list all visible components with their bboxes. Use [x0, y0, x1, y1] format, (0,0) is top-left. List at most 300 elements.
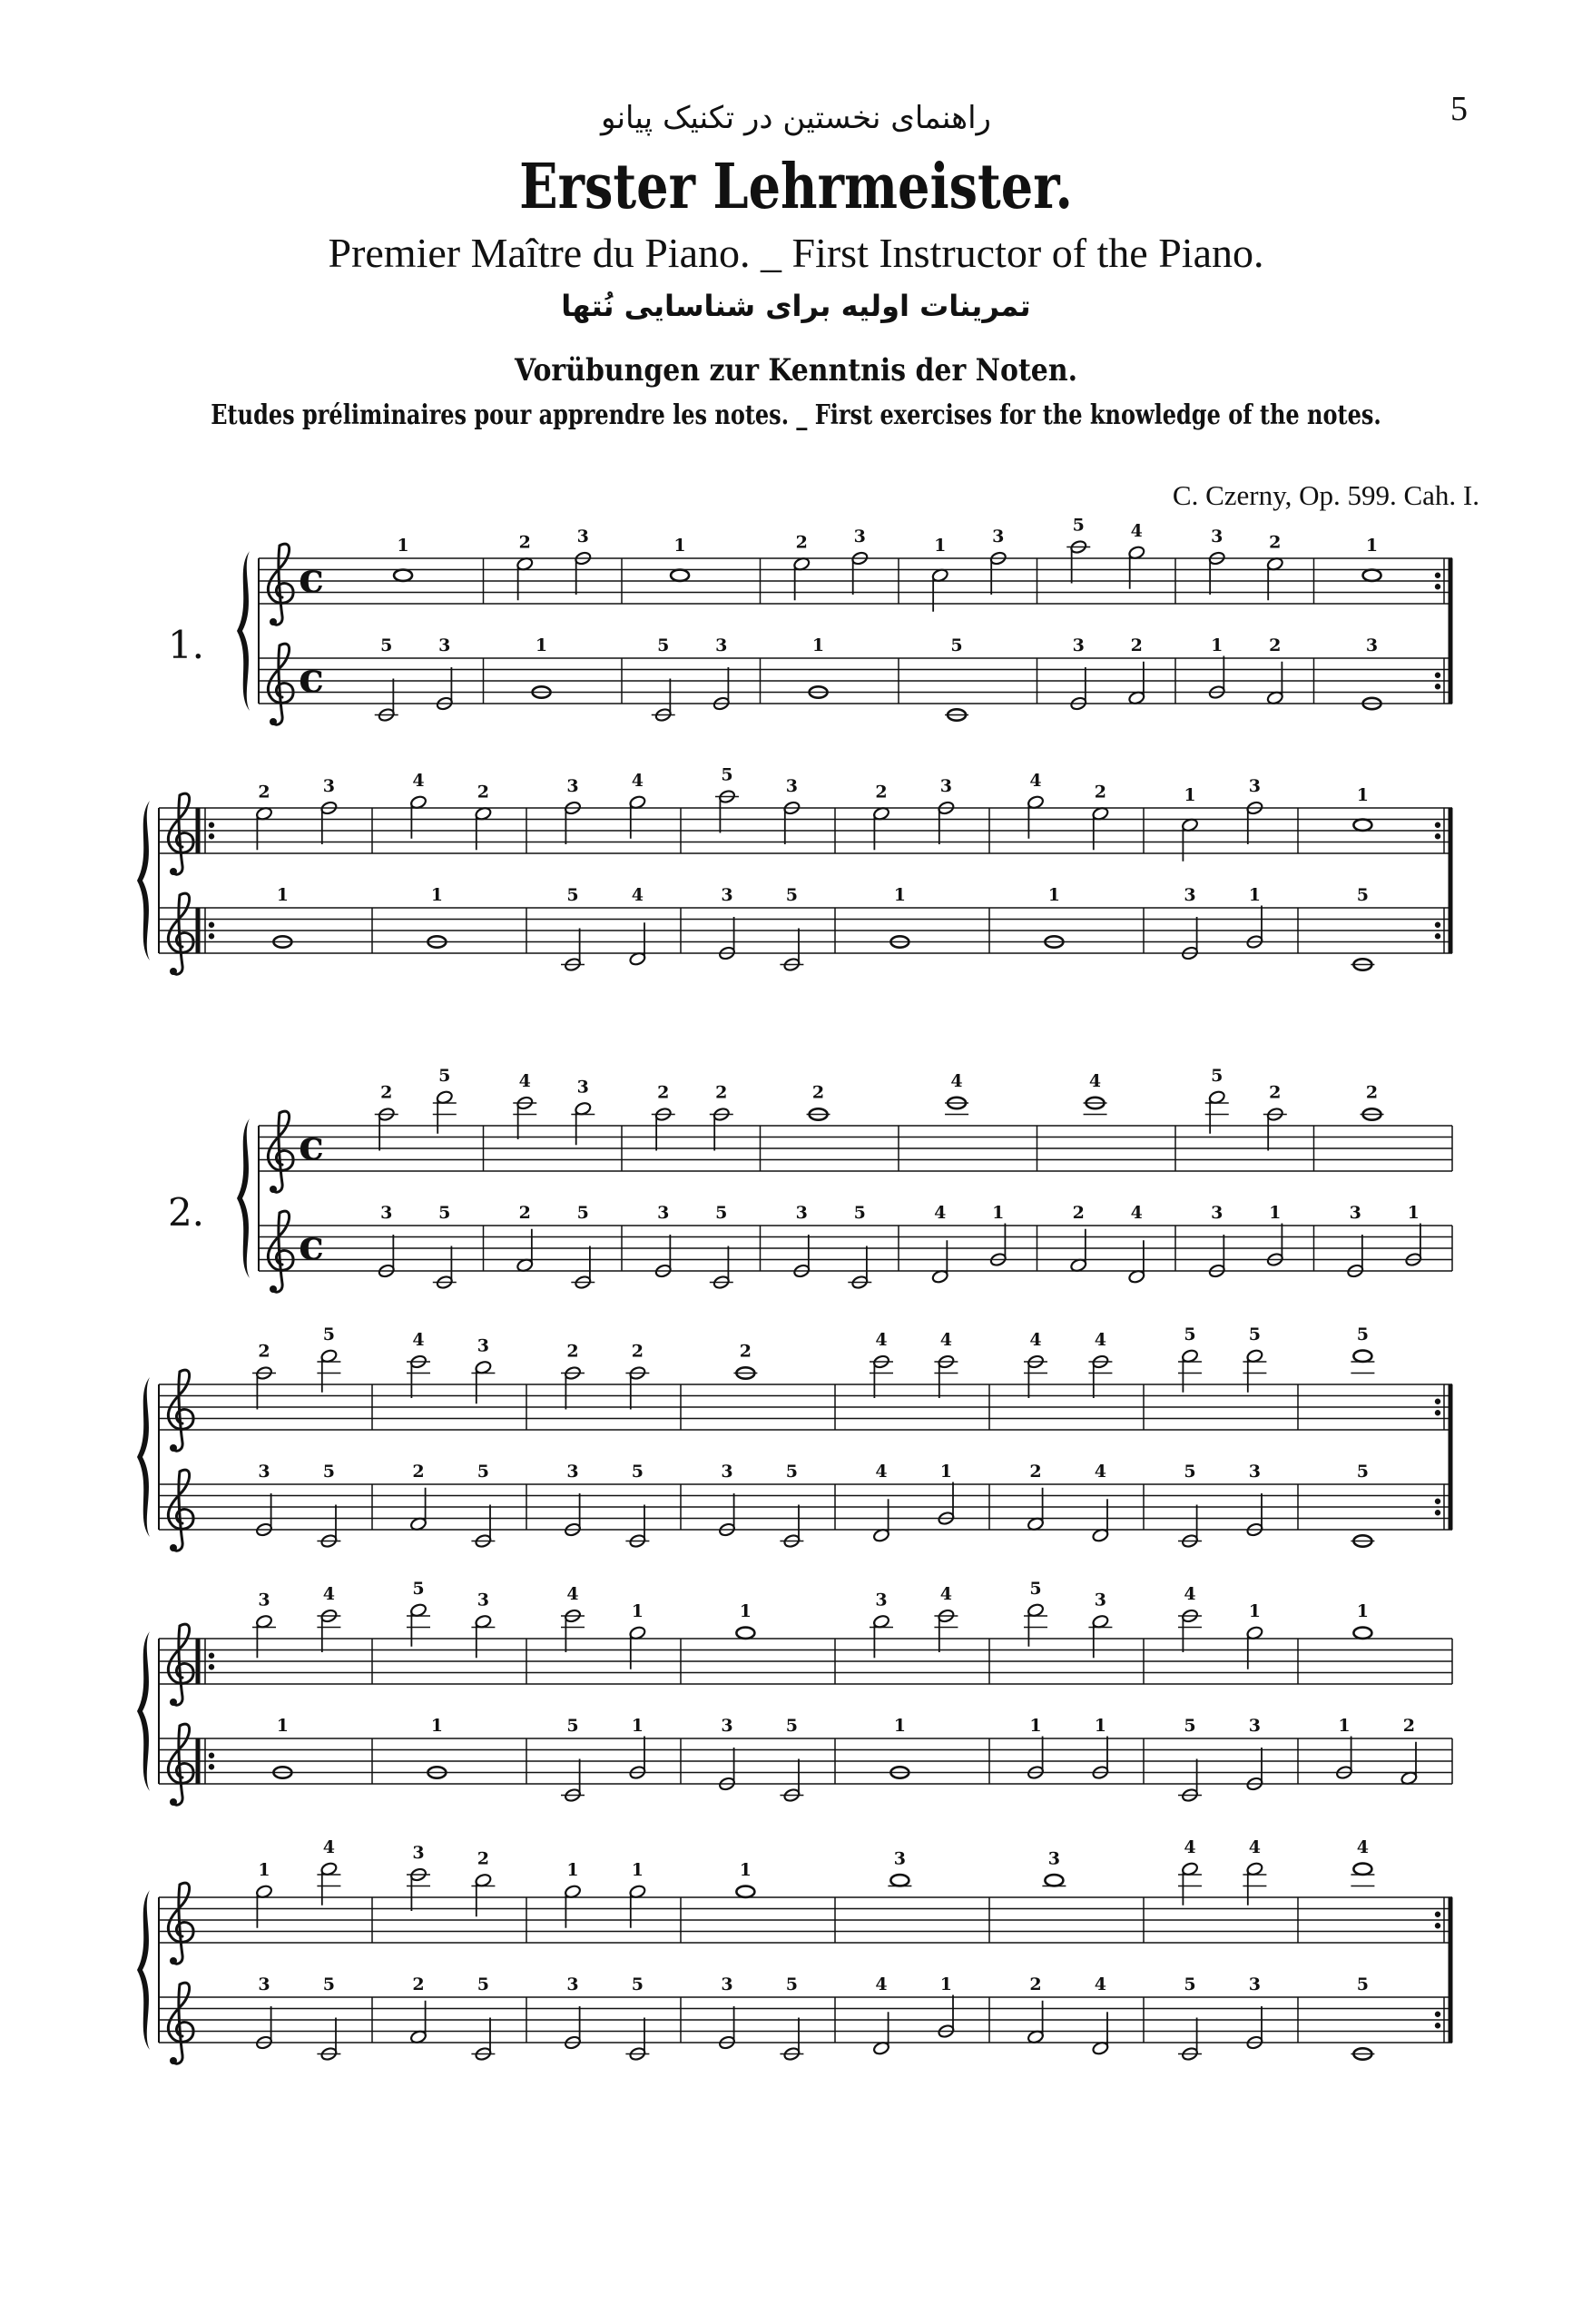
half-note	[409, 1462, 427, 1531]
whole-note	[888, 1848, 911, 1886]
treble-clef-icon	[168, 1470, 193, 1551]
fingering-number: 3	[1184, 885, 1196, 905]
half-note	[471, 1974, 495, 2062]
fingering-number: 4	[518, 1071, 531, 1091]
half-note	[1092, 1462, 1109, 1543]
half-note	[1024, 1330, 1047, 1398]
half-note	[652, 635, 675, 723]
heading-french-english: Etudes préliminaires pour apprendre les notes. _ First exercises for the knowledge of the notes.	[211, 399, 1381, 431]
half-note	[1128, 521, 1145, 589]
treble-staff	[159, 1370, 1452, 1452]
repeat-dot	[1435, 922, 1440, 928]
half-note	[1024, 1579, 1047, 1647]
fingering-number: 2	[875, 782, 888, 803]
fingering-number: 5	[1356, 1462, 1370, 1482]
fingering-number: 5	[477, 1974, 490, 1994]
treble-clef-icon	[268, 544, 293, 625]
whole-note	[273, 885, 291, 948]
fingering-number: 5	[322, 1324, 336, 1344]
fingering-number: 3	[576, 527, 589, 547]
fingering-number: 2	[795, 532, 808, 553]
fingering-number: 2	[1072, 1203, 1085, 1223]
fingering-number: 2	[380, 1082, 393, 1103]
bass-staff	[259, 644, 1452, 725]
fingering-number: 1	[276, 1716, 290, 1736]
fingering-number: 5	[631, 1462, 644, 1482]
whole-note	[427, 885, 446, 948]
half-note	[989, 527, 1007, 595]
whole-note	[1045, 885, 1063, 948]
repeat-dot	[209, 933, 214, 939]
fingering-number: 2	[477, 1848, 490, 1869]
fingering-number: 2	[477, 782, 490, 803]
half-note	[1205, 1066, 1229, 1134]
fingering-number: 3	[566, 1462, 579, 1482]
fingering-number: 5	[576, 1203, 589, 1223]
half-note	[1092, 1974, 1109, 2056]
fingering-number: 5	[1356, 1974, 1370, 1994]
fingering-number: 3	[1211, 1203, 1223, 1223]
repeat-dot	[209, 1764, 214, 1769]
fingering-number: 2	[258, 782, 270, 803]
repeat-dot	[1435, 933, 1440, 939]
fingering-number: 3	[939, 776, 953, 796]
fingering-number: 5	[1184, 1462, 1196, 1482]
fingering-number: 3	[1094, 1590, 1107, 1610]
fingering-number: 2	[412, 1974, 425, 1994]
fingering-number: 4	[631, 770, 644, 791]
fingering-number: 3	[1248, 1716, 1262, 1736]
half-note	[718, 1716, 735, 1791]
exercise-number: 2.	[167, 1190, 205, 1235]
half-note	[780, 885, 803, 972]
fingering-number: 5	[785, 1716, 799, 1736]
half-note	[793, 1203, 811, 1278]
fingering-number: 3	[1047, 1848, 1061, 1869]
half-note	[516, 532, 534, 600]
half-note	[1070, 1203, 1087, 1273]
fingering-number: 2	[1269, 1082, 1282, 1103]
page-subtitle: Premier Maître du Piano. _ First Instructor of the Piano.	[328, 230, 1264, 276]
fingering-number: 5	[477, 1462, 490, 1482]
fingering-number: 3	[576, 1077, 589, 1098]
repeat-dot	[209, 1653, 214, 1659]
fingering-number: 5	[785, 1974, 799, 1994]
fingering-number: 1	[1211, 635, 1223, 655]
half-note	[409, 771, 427, 839]
fingering-number: 3	[1211, 527, 1223, 547]
fingering-number: 4	[1029, 1330, 1042, 1350]
notehead	[736, 1628, 754, 1639]
fingering-number: 4	[1029, 770, 1042, 791]
fingering-number: 4	[875, 1462, 888, 1482]
fingering-number: 5	[566, 1716, 579, 1736]
half-note	[317, 1837, 340, 1905]
half-note	[252, 1342, 276, 1410]
whole-note	[945, 635, 968, 721]
repeat-dot	[1435, 573, 1440, 578]
fingering-number: 1	[739, 1859, 752, 1880]
half-note	[375, 635, 398, 723]
half-note	[575, 527, 592, 595]
fingering-number: 1	[1356, 1600, 1370, 1621]
half-note	[1027, 771, 1044, 839]
fingering-number: 3	[438, 635, 451, 655]
treble-staff	[159, 793, 1452, 875]
fingering-number: 3	[721, 1716, 733, 1736]
fingering-number: 2	[811, 1082, 825, 1103]
fingering-number: 3	[785, 776, 799, 796]
half-note	[561, 1342, 585, 1410]
half-note	[255, 1974, 272, 2050]
half-note	[1208, 635, 1225, 700]
half-note	[1128, 635, 1145, 705]
half-note	[938, 1462, 955, 1526]
fingering-number: 5	[322, 1974, 336, 1994]
fingering-number: 1	[535, 635, 548, 655]
half-note	[407, 1843, 430, 1911]
fingering-number: 3	[566, 776, 579, 796]
fingering-number: 4	[1130, 520, 1143, 541]
half-note	[1246, 1601, 1263, 1669]
half-note	[780, 1716, 803, 1803]
brace	[137, 1631, 150, 1791]
fingering-number: 4	[1130, 1203, 1143, 1223]
fingering-number: 5	[1248, 1324, 1262, 1344]
notehead	[736, 1886, 754, 1897]
whole-note	[273, 1716, 291, 1778]
fingering-number: 3	[795, 1203, 808, 1223]
half-note	[407, 1579, 430, 1647]
fingering-number: 2	[631, 1341, 644, 1362]
half-note	[317, 1974, 340, 2062]
fingering-number: 4	[1248, 1837, 1262, 1857]
fingering-number: 5	[1029, 1578, 1042, 1599]
fingering-number: 5	[1184, 1974, 1196, 1994]
whole-note	[736, 1860, 754, 1897]
fingering-number: 4	[566, 1584, 579, 1604]
treble-clef-icon	[168, 793, 193, 875]
fingering-number: 2	[1365, 1082, 1379, 1103]
half-note	[255, 1462, 272, 1537]
fingering-number: 1	[1248, 1600, 1262, 1621]
half-note	[1266, 1203, 1283, 1267]
fingering-number: 1	[939, 1974, 953, 1994]
half-note	[1400, 1716, 1418, 1786]
fingering-number: 4	[875, 1974, 888, 1994]
music-system	[168, 1066, 1452, 1293]
half-note	[561, 1716, 585, 1803]
brace	[137, 1890, 150, 2050]
half-note	[433, 1066, 457, 1134]
half-note	[718, 885, 735, 960]
half-note	[1178, 1974, 1202, 2062]
whole-note	[1351, 1462, 1374, 1547]
repeat-dot	[1435, 1912, 1440, 1917]
whole-note	[1084, 1071, 1107, 1115]
fingering-number: 4	[412, 1330, 425, 1350]
fingering-number: 2	[1269, 532, 1282, 553]
half-note	[471, 1462, 495, 1549]
treble-clef-icon	[168, 1983, 193, 2064]
half-note	[317, 1462, 340, 1549]
repeat-dot	[1435, 833, 1440, 839]
half-note	[934, 1584, 958, 1652]
fingering-number: 1	[1356, 785, 1370, 805]
half-note	[931, 1203, 948, 1285]
fingering-number: 3	[721, 1462, 733, 1482]
brace	[237, 1118, 250, 1278]
fingering-number: 4	[1094, 1330, 1107, 1350]
treble-clef-icon	[268, 1111, 293, 1193]
treble-clef-icon	[168, 1883, 193, 1965]
fingering-number: 5	[785, 885, 799, 905]
fingering-number: 3	[1072, 635, 1085, 655]
half-note	[378, 1203, 395, 1278]
fingering-number: 1	[992, 1203, 1005, 1223]
fingering-number: 4	[412, 770, 425, 791]
fingering-number: 1	[1269, 1203, 1282, 1223]
fingering-number: 2	[657, 1082, 670, 1103]
fingering-number: 1	[893, 885, 907, 905]
half-note	[317, 1584, 340, 1652]
fingering-number: 4	[1094, 1974, 1107, 1994]
fingering-number: 1	[631, 1716, 644, 1736]
persian-title: راهنمای نخستین در تکنیک پیانو	[601, 100, 991, 136]
fingering-number: 2	[739, 1341, 752, 1362]
half-note	[780, 1462, 803, 1549]
fingering-number: 5	[1072, 515, 1085, 536]
fingering-number: 4	[939, 1330, 953, 1350]
half-note	[407, 1330, 430, 1398]
fingering-number: 1	[893, 1716, 907, 1736]
bass-staff	[159, 1983, 1452, 2064]
whole-note	[1351, 1837, 1374, 1886]
fingering-number: 3	[992, 527, 1005, 547]
half-note	[1178, 1324, 1202, 1393]
half-note	[1178, 1716, 1202, 1803]
notehead	[1045, 1875, 1063, 1886]
fingering-number: 2	[566, 1341, 579, 1362]
half-note	[471, 1335, 495, 1403]
fingering-number: 4	[631, 885, 644, 905]
whole-note	[427, 1716, 446, 1778]
fingering-number: 5	[1184, 1324, 1196, 1344]
half-note	[1092, 782, 1109, 850]
brace	[237, 551, 250, 711]
treble-clef-icon	[168, 1370, 193, 1452]
half-note	[409, 1974, 427, 2044]
brace	[137, 801, 150, 960]
half-note	[1092, 1716, 1109, 1780]
half-note	[571, 1077, 595, 1145]
fingering-number: 1	[1047, 885, 1061, 905]
fingering-number: 2	[715, 1082, 728, 1103]
fingering-number: 1	[430, 885, 444, 905]
fingering-number: 3	[875, 1590, 888, 1610]
fingering-number: 4	[1356, 1837, 1370, 1857]
half-note	[1178, 1462, 1202, 1549]
fingering-number: 5	[1356, 1324, 1370, 1344]
fingering-number: 5	[721, 764, 733, 785]
whole-note	[890, 885, 909, 948]
fingering-number: 1	[1094, 1716, 1107, 1736]
half-note	[255, 782, 272, 850]
fingering-number: 2	[1130, 635, 1143, 655]
whole-note	[736, 1601, 754, 1639]
half-note	[1243, 1837, 1266, 1905]
common-time-icon: c	[298, 1120, 325, 1170]
fingering-number: 3	[1248, 1974, 1262, 1994]
half-note	[1243, 1324, 1266, 1393]
fingering-number: 4	[875, 1330, 888, 1350]
fingering-number: 1	[934, 536, 947, 556]
half-note	[851, 527, 869, 595]
treble-clef-icon	[168, 1624, 193, 1706]
half-note	[564, 1974, 581, 2050]
whole-note	[733, 1342, 757, 1379]
half-note	[870, 1330, 893, 1398]
half-note	[1335, 1716, 1352, 1780]
fingering-number: 1	[739, 1600, 752, 1621]
treble-clef-icon	[268, 1211, 293, 1293]
fingering-number: 5	[1211, 1065, 1223, 1086]
half-note	[436, 635, 453, 711]
fingering-number: 3	[412, 1843, 425, 1863]
treble-clef-icon	[168, 1724, 193, 1806]
fingering-number: 4	[1184, 1837, 1196, 1857]
half-note	[471, 1590, 495, 1658]
half-note	[1027, 1462, 1044, 1531]
half-note	[1246, 1462, 1263, 1537]
fingering-number: 3	[721, 885, 733, 905]
fingering-number: 3	[657, 1203, 670, 1223]
whole-note	[1351, 1324, 1374, 1374]
treble-clef-icon	[268, 644, 293, 725]
half-note	[934, 1330, 958, 1398]
fingering-number: 3	[477, 1590, 490, 1610]
fingering-number: 2	[1029, 1974, 1042, 1994]
notehead	[890, 1875, 909, 1886]
fingering-number: 5	[950, 635, 963, 655]
half-note	[564, 776, 581, 844]
whole-note	[1363, 635, 1381, 709]
notehead	[394, 570, 412, 581]
half-note	[989, 1203, 1007, 1267]
half-note	[652, 1083, 675, 1151]
fingering-number: 3	[1365, 635, 1379, 655]
half-note	[1266, 532, 1283, 600]
notehead	[671, 570, 689, 581]
half-note	[1246, 776, 1263, 844]
half-note	[1027, 1974, 1044, 2044]
half-note	[625, 1462, 649, 1549]
fingering-number: 3	[258, 1590, 270, 1610]
fingering-number: 5	[631, 1974, 644, 1994]
music-system	[168, 516, 1452, 726]
fingering-number: 1	[631, 1600, 644, 1621]
half-note	[571, 1203, 595, 1290]
half-note	[872, 782, 889, 850]
fingering-number: 3	[1349, 1203, 1361, 1223]
half-note	[252, 1590, 276, 1658]
half-note	[629, 771, 646, 839]
repeat-dot	[1435, 684, 1440, 689]
half-note	[793, 532, 811, 600]
half-note	[513, 1071, 536, 1139]
repeat-dot	[1435, 1410, 1440, 1415]
page-number: 5	[1450, 90, 1468, 128]
fingering-number: 3	[258, 1462, 270, 1482]
fingering-number: 3	[721, 1974, 733, 1994]
repeat-dot	[209, 822, 214, 828]
fingering-number: 5	[785, 1462, 799, 1482]
half-note	[872, 1462, 889, 1543]
fingering-number: 3	[380, 1203, 393, 1223]
fingering-number: 2	[518, 532, 531, 553]
half-note	[1246, 1716, 1263, 1791]
whole-note	[533, 635, 551, 698]
fingering-number: 5	[566, 885, 579, 905]
fingering-number: 4	[934, 1203, 947, 1223]
half-note	[375, 1083, 398, 1151]
half-note	[710, 1083, 733, 1151]
fingering-number: 5	[412, 1578, 425, 1599]
common-time-icon: c	[298, 653, 325, 703]
fingering-number: 4	[1088, 1071, 1102, 1091]
fingering-number: 3	[715, 635, 728, 655]
half-note	[255, 1860, 272, 1928]
common-time-icon: c	[298, 1220, 325, 1270]
repeat-dot	[1435, 1923, 1440, 1928]
half-note	[1070, 635, 1087, 711]
composer-credit: C. Czerny, Op. 599. Cah. I.	[1172, 479, 1479, 511]
half-note	[654, 1203, 672, 1278]
fingering-number: 5	[715, 1203, 728, 1223]
fingering-number: 1	[1407, 1203, 1420, 1223]
bass-staff	[159, 1470, 1452, 1551]
fingering-number: 1	[631, 1859, 644, 1880]
fingering-number: 4	[939, 1584, 953, 1604]
whole-note	[890, 1716, 909, 1778]
half-note	[1181, 785, 1198, 862]
treble-clef-icon	[168, 893, 193, 975]
music-system	[137, 765, 1452, 976]
treble-staff	[159, 1883, 1452, 1965]
half-note	[783, 776, 801, 844]
half-note	[931, 536, 948, 612]
fingering-number: 1	[811, 635, 825, 655]
whole-note	[1353, 1601, 1371, 1639]
half-note	[516, 1203, 534, 1273]
notehead	[1353, 1628, 1371, 1639]
notehead	[1353, 1351, 1371, 1362]
half-note	[1178, 1584, 1202, 1652]
fingering-number: 1	[673, 536, 686, 556]
fingering-number: 2	[1402, 1716, 1416, 1736]
fingering-number: 2	[1269, 635, 1282, 655]
repeat-dot	[1435, 584, 1440, 589]
fingering-number: 3	[1248, 1462, 1262, 1482]
half-note	[1027, 1716, 1044, 1780]
fingering-number: 4	[322, 1584, 336, 1604]
half-note	[471, 1848, 495, 1916]
half-note	[938, 776, 955, 844]
fingering-number: 5	[380, 635, 393, 655]
half-note	[561, 1584, 585, 1652]
half-note	[433, 1203, 457, 1290]
half-note	[938, 1974, 955, 2039]
